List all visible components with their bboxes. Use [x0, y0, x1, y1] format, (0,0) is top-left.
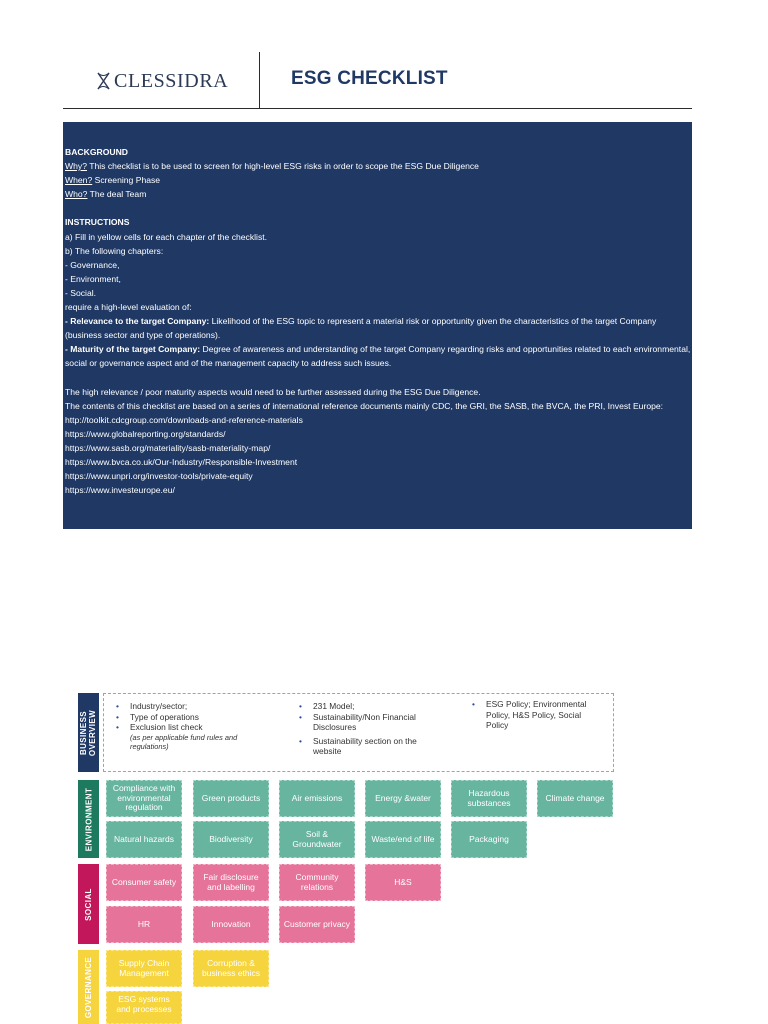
reference-note: The contents of this checklist are based on a series of international reference documents mainly CDC, the GRI, the SASB, the BVCA, the PRI, Invest Europe: [65, 400, 664, 411]
why-text: This checklist is to be used to screen for high-level ESG risks in order to scope the ESG Due Diligence [86, 161, 479, 172]
relevance-criterion [65, 314, 692, 342]
social-sidebar [78, 864, 99, 944]
env-tile-air-emissions: Air emissions [279, 780, 355, 817]
env-tile-hazardous-substances: Hazardous substances [451, 780, 527, 817]
governance-label: GOVERNANCE [84, 956, 93, 1018]
env-tile-compliance: Compliance with environmental regulation [106, 780, 182, 817]
social-label: SOCIAL [84, 887, 93, 921]
reference-link[interactable]: https://www.investeurope.eu/ [65, 485, 175, 496]
who-line [65, 187, 692, 201]
reference-link[interactable]: https://www.globalreporting.org/standards/ [65, 428, 226, 439]
env-tile-soil-groundwater: Soil & Groundwater [279, 821, 355, 858]
exclusion-note: (as per applicable fund rules and regulations) [130, 732, 238, 751]
who-text: The deal Team [87, 189, 147, 200]
chapter-item: - Governance, [65, 259, 120, 270]
gov-tile-corruption-ethics: Corruption & business ethics [193, 950, 269, 987]
soc-tile-consumer-safety: Consumer safety [106, 864, 182, 901]
instruction-step-b: b) The following chapters: [65, 245, 164, 256]
business-overview-label: BUSINESS OVERVIEW [79, 709, 98, 756]
chapter-item: - Social. [65, 287, 97, 298]
env-tile-climate-change: Climate change [537, 780, 613, 817]
reference-link[interactable]: http://toolkit.cdcgroup.com/downloads-and-reference-materials [65, 414, 303, 425]
soc-tile-community-relations: Community relations [279, 864, 355, 901]
env-tile-waste: Waste/end of life [365, 821, 441, 858]
when-line [65, 173, 692, 187]
list-item: • 231 Model; [297, 701, 427, 712]
instructions-heading: INSTRUCTIONS [65, 217, 130, 228]
list-item: • Sustainability section on the website [297, 736, 427, 757]
who-label: Who? [65, 189, 88, 200]
soc-tile-hs: H&S [365, 864, 441, 901]
evaluation-intro: require a high-level evaluation of: [65, 302, 192, 313]
background-heading: BACKGROUND [65, 147, 129, 157]
env-tile-biodiversity: Biodiversity [193, 821, 269, 858]
business-overview-list-2 [297, 701, 427, 757]
env-tile-energy-water: Energy &water [365, 780, 441, 817]
list-item: • Exclusion list check (as per applicable fund rules and regulations) [114, 722, 244, 751]
when-label: When? [65, 175, 93, 186]
list-item: • Type of operations [114, 712, 244, 723]
maturity-label: - Maturity of the target Company: [65, 344, 201, 355]
header-rule [63, 108, 692, 109]
gov-tile-supply-chain: Supply Chain Management [106, 950, 182, 987]
env-tile-green-products: Green products [193, 780, 269, 817]
soc-tile-customer-privacy: Customer privacy [279, 906, 355, 943]
list-item: • ESG Policy; Environmental Policy, H&S Policy, Social Policy [470, 699, 600, 731]
instruction-step-a: a) Fill in yellow cells for each chapter of the checklist. [65, 231, 268, 242]
soc-tile-hr: HR [106, 906, 182, 943]
gov-tile-esg-systems: ESG systems and processes [106, 991, 182, 1024]
why-line [65, 159, 692, 173]
governance-sidebar [78, 950, 99, 1024]
soc-tile-innovation: Innovation [193, 906, 269, 943]
reference-link[interactable]: https://www.sasb.org/materiality/sasb-materiality-map/ [65, 442, 271, 453]
relevance-label: - Relevance to the target Company: [65, 316, 210, 327]
env-tile-natural-hazards: Natural hazards [106, 821, 182, 858]
page-title: ESG CHECKLIST [291, 68, 448, 89]
soc-tile-fair-disclosure: Fair disclosure and labelling [193, 864, 269, 901]
background-panel [63, 122, 692, 529]
hourglass-icon [96, 72, 111, 90]
header-divider [259, 52, 260, 108]
company-logo [96, 69, 228, 93]
list-item: • Sustainability/Non Financial Disclosures [297, 712, 427, 733]
business-overview-list-1 [114, 701, 244, 751]
maturity-text: Degree of awareness and understanding of the target Company regarding risks and opportunities related to each environmental, social or governance aspect and of the management capacity to address such issues. [65, 344, 691, 369]
list-item: • Industry/sector; [114, 701, 244, 712]
environment-sidebar [78, 780, 99, 858]
reference-link[interactable]: https://www.unpri.org/investor-tools/private-equity [65, 471, 253, 482]
env-tile-packaging: Packaging [451, 821, 527, 858]
chapter-item: - Environment, [65, 273, 121, 284]
relevance-text: Likelihood of the ESG topic to represent a material risk or opportunity given the characteristics of the target Company (business sector and type of operations). [65, 316, 657, 341]
why-label: Why? [65, 161, 87, 172]
business-overview-list-3 [470, 699, 600, 731]
assessment-note: The high relevance / poor maturity aspects would need to be further assessed during the ESG Due Diligence. [65, 386, 481, 397]
logo-text: CLESSIDRA [114, 69, 229, 92]
environment-label: ENVIRONMENT [84, 787, 94, 851]
when-text: Screening Phase [92, 175, 161, 186]
maturity-criterion [65, 342, 692, 370]
reference-link[interactable]: https://www.bvca.co.uk/Our-Industry/Responsible-Investment [65, 457, 298, 468]
business-overview-sidebar [78, 693, 99, 772]
